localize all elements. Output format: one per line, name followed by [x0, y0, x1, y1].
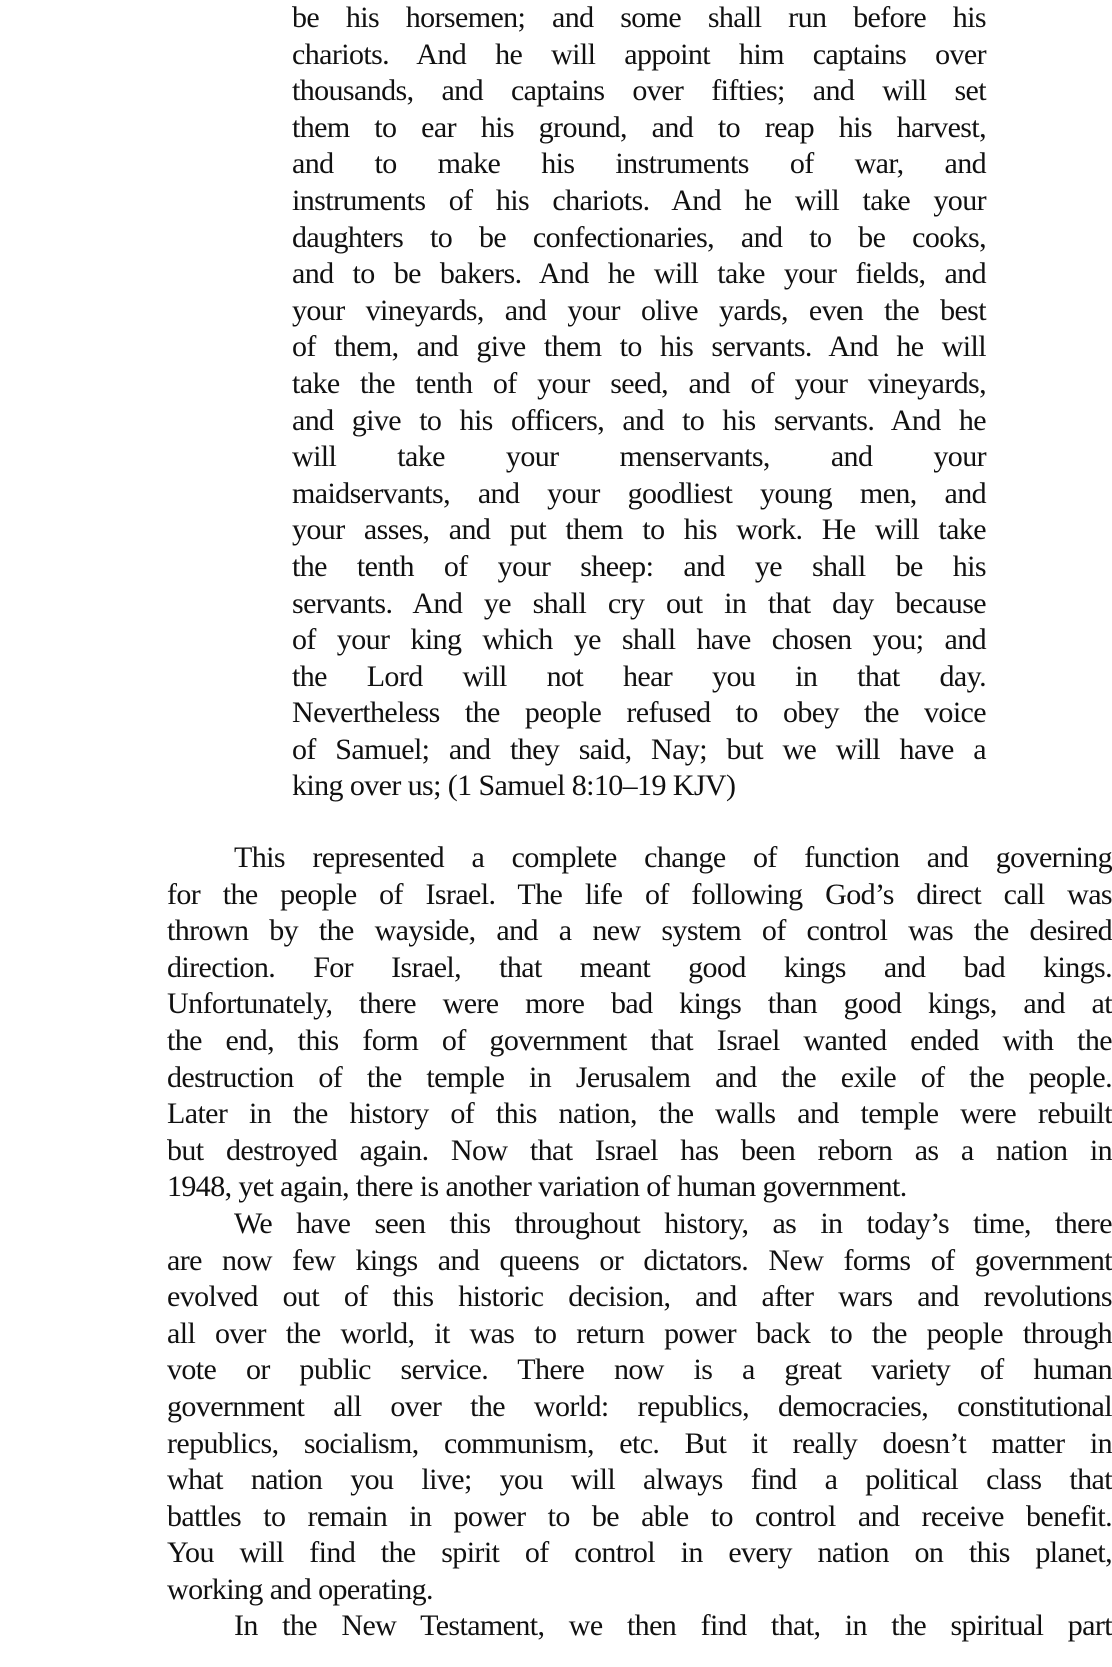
paragraph [167, 1608, 1112, 1645]
paragraph-line: for the people of Israel. The life of following God’s direct call was [167, 877, 1112, 911]
quote-line: will take your menservants, and your [292, 440, 986, 474]
paragraph-line: government all over the world: republics, democracies, constitutional [167, 1389, 1112, 1423]
quote-line: servants. And ye shall cry out in that day because [292, 586, 986, 620]
quote-line: of them, and give them to his servants. And he will [292, 330, 986, 364]
quote-line: and give to his officers, and to his servants. And he [292, 403, 986, 437]
quote-line: your vineyards, and your olive yards, even the best [292, 293, 986, 327]
paragraph-line: direction. For Israel, that meant good kings and bad kings. [167, 950, 1112, 984]
quote-line: be his horsemen; and some shall run before his [292, 1, 986, 34]
quote-line: and to make his instruments of war, and [292, 147, 986, 181]
paragraph-line: evolved out of this historic decision, and after wars and revolutions [167, 1280, 1112, 1314]
paragraph-line: battles to remain in power to be able to control and receive benefit. [167, 1499, 1112, 1533]
quote-line: the tenth of your sheep: and ye shall be his [292, 549, 986, 583]
paragraph-line: Unfortunately, there were more bad kings than good kings, and at [167, 987, 1112, 1021]
paragraph-line: the end, this form of government that Israel wanted ended with the [167, 1023, 1112, 1057]
quote-line: Nevertheless the people refused to obey the voice [292, 696, 986, 730]
quote-line: your asses, and put them to his work. He will take [292, 513, 986, 547]
body-text [167, 840, 1112, 1645]
paragraph-line: 1948, yet again, there is another variation of human government. [167, 1170, 907, 1204]
paragraph-line: thrown by the wayside, and a new system of control was the desired [167, 914, 1112, 948]
quote-line: of Samuel; and they said, Nay; but we will have a [292, 732, 986, 766]
paragraph-line: vote or public service. There now is a great variety of human [167, 1353, 1112, 1387]
paragraph-line: destruction of the temple in Jerusalem and the exile of the people. [167, 1060, 1112, 1094]
paragraph-line: You will find the spirit of control in every nation on this planet, [167, 1536, 1112, 1570]
paragraph-line: working and operating. [167, 1572, 433, 1606]
paragraph-line: This represented a complete change of function and governing [234, 841, 1112, 874]
quote-line: of your king which ye shall have chosen you; and [292, 623, 986, 657]
quote-line: maidservants, and your goodliest young men, and [292, 476, 986, 510]
paragraph-line: are now few kings and queens or dictators. New forms of government [167, 1243, 1112, 1277]
quote-citation-line: king over us; (1 Samuel 8:10–19 KJV) [292, 769, 736, 803]
scripture-blockquote [292, 0, 986, 805]
paragraph-line: We have seen this throughout history, as in today’s time, there [234, 1206, 1112, 1240]
quote-line: instruments of his chariots. And he will take your [292, 183, 986, 217]
quote-line: daughters to be confectionaries, and to be cooks, [292, 220, 986, 254]
paragraph [167, 840, 1112, 1206]
quote-line: them to ear his ground, and to reap his harvest, [292, 110, 986, 144]
paragraph-line: In the New Testament, we then find that, in the spiritual part [234, 1609, 1112, 1643]
paragraph-line: Later in the history of this nation, the walls and temple were rebuilt [167, 1097, 1112, 1131]
paragraph-line: but destroyed again. Now that Israel has been reborn as a nation in [167, 1133, 1112, 1167]
quote-line: and to be bakers. And he will take your fields, and [292, 257, 986, 291]
quote-line: chariots. And he will appoint him captains over [292, 37, 986, 71]
paragraph-line: what nation you live; you will always find a political class that [167, 1463, 1112, 1497]
paragraph [167, 1206, 1112, 1609]
quote-line: take the tenth of your seed, and of your vineyards, [292, 366, 986, 400]
quote-line: the Lord will not hear you in that day. [292, 659, 986, 693]
paragraph-line: all over the world, it was to return power back to the people through [167, 1316, 1112, 1350]
quote-line: thousands, and captains over fifties; and will set [292, 74, 986, 108]
paragraph-line: republics, socialism, communism, etc. But it really doesn’t matter in [167, 1426, 1112, 1460]
